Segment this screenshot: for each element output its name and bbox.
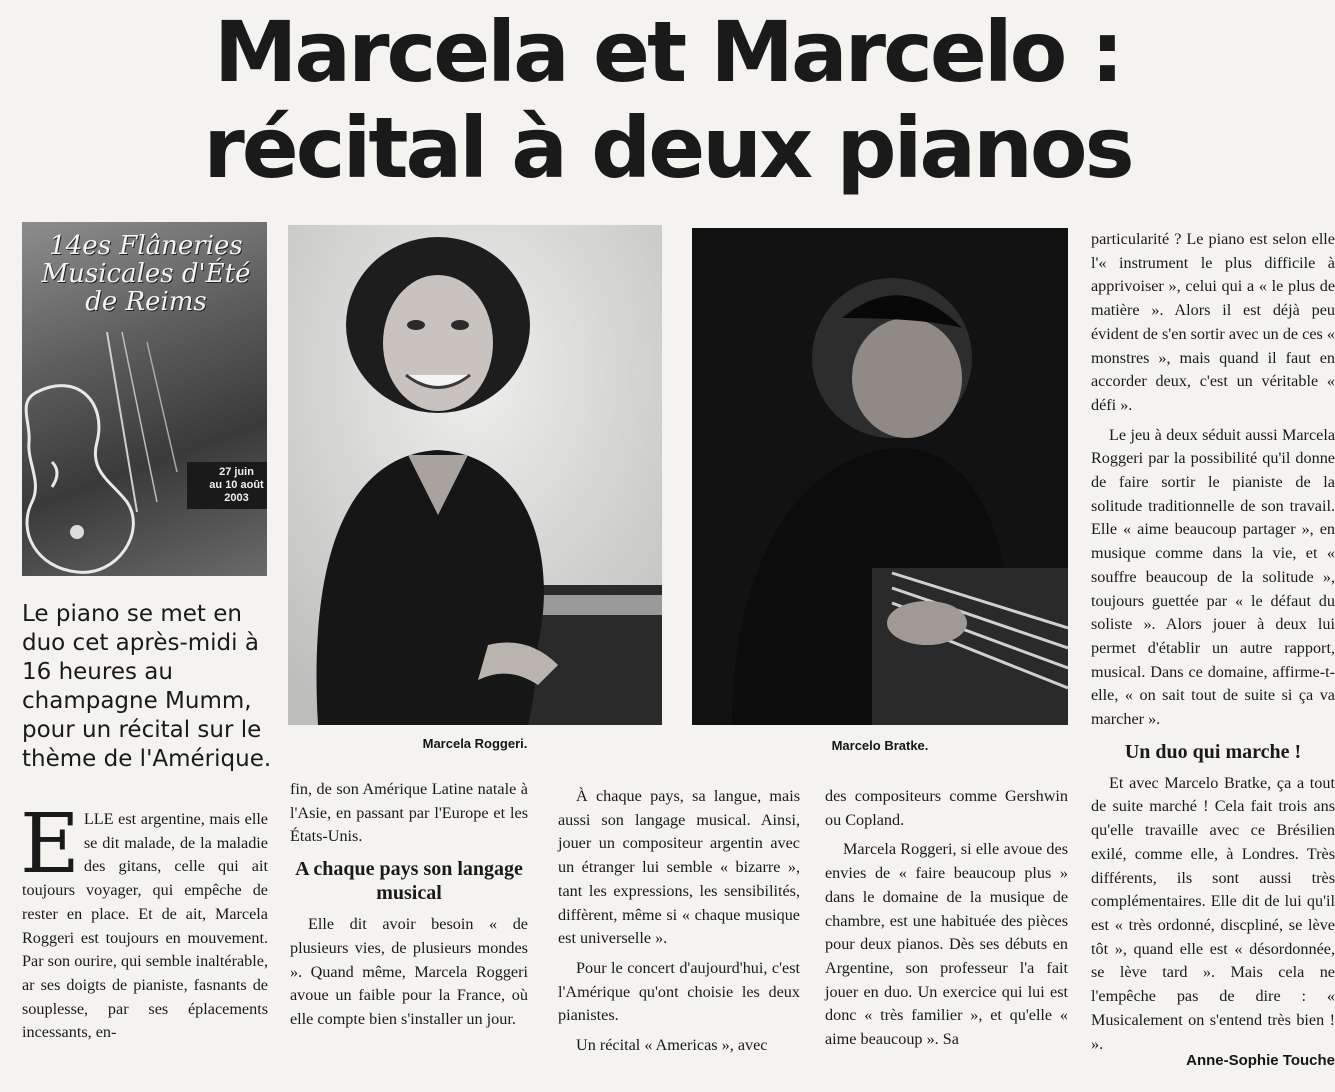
pianist-portrait-image [692,228,1068,725]
paragraph: Elle dit avoir besoin « de plusieurs vies, de plusieurs mondes ». Quand même, Marcela Roggeri avoue un faible pour la France, où elle compte bien s'installer un jour. [290,915,528,1028]
poster-dates [187,462,267,509]
paragraph: LLE est argentine, mais elle se dit malade, de la maladie des gitans, celle qui ait toujours voyager, qui empêche de rester en place. Et de ait, Marcela Roggeri est toujours en mouvement. Par son ourire, qui semble inaltérable, ar ses doigts de pianiste, fasnants de souplesse, par ses éplacements incessants, en- [22,810,268,1042]
article-lead: Le piano se met en duo cet après-midi à 16 heures au champagne Mumm, pour un récital sur le thème de l'Amérique. [22,601,272,772]
festival-poster [22,222,267,576]
photo-marcelo-bratke [692,228,1068,725]
headline-line-1: Marcela et Marcelo : [213,3,1122,101]
paragraph: Le jeu à deux séduit aussi Marcela Roggeri par la possibilité qu'il donne de faire sortir le pianiste de la solitude traditionnelle de son travail. Elle « aime beaucoup partager », en musique comme dans la vie, et « souffre beaucoup de la solitude », toujours guettée par « le défaut du soliste ». Alors jouer à deux lui permet d'établir un autre rapport, musical. Dans ce domaine, affirme-t-elle, « on sait tout de suite si ça va marcher ». [1091,425,1335,729]
article-column-1 [20,797,268,1045]
paragraph: fin, de son Amérique Latine natale à l'Asie, en passant par l'Europe et les États-Unis. [290,780,528,846]
paragraph: particularité ? Le piano est selon elle l'« instrument le plus difficile à apprivoiser », celui qui a « le plus de matière ». Alors il est déjà peu évident de s'en sortir avec un de ces « monstres », mais quand il faut en accorder deux, c'est un véritable « défi ». [1091,230,1335,414]
violin-illustration [22,332,217,576]
article-column-4 [825,785,1068,1052]
paragraph: Marcela Roggeri, si elle avoue des envies de « faire beaucoup plus » dans le domaine de la musique de chambre, est une habituée des pièces pour deux pianos. Dès ses débuts en Argentine, son professeur l'a fait jouer en duo. Un exercice qui lui est donc « très familier », et qu'elle « aime beaucoup ». Sa [825,840,1068,1049]
caption-photo-2: Marcelo Bratke. [831,738,929,753]
headline-line-2: récital à deux pianos [203,99,1132,197]
paragraph: À chaque pays, sa langue, mais aussi son langage musical. Ainsi, jouer un compositeur argentin avec un étranger lui semble « bizarre », tant les expressions, les sensibilités, diffèrent, même si « chaque musique est universelle ». [558,787,800,948]
article-column-5 [1091,228,1335,1056]
subheading-langage-musical: A chaque pays son langage musical [295,858,523,905]
paragraph: Un récital « Americas », avec [576,1036,768,1055]
poster-title: 14es Flâneries Musicales d'Été de Reims [41,231,251,317]
paragraph: des compositeurs comme Gershwin ou Copland. [825,787,1068,829]
photo-marcela-roggeri [288,225,662,725]
drop-cap: E [20,797,80,892]
paragraph: Et avec Marcelo Bratke, ça a tout de suite marché ! Cela fait trois ans qu'elle travaille avec ce Brésilien exilé, comme elle, à Londres. Très différents, ils sont aussi très complémentaires. Elle dit de lui qu'il est « très ordonné, discpliné, se lève tôt », quand elle est « désordonnée, se lève tard ». Mais cela ne l'empêche pas de dire : « Musicalement on s'entend très bien ! ». [1091,773,1335,1053]
article-column-2 [290,778,528,1032]
poster-date-end: au 10 août [209,479,264,491]
poster-year: 2003 [224,492,249,504]
article-column-3 [558,785,800,1058]
poster-date-start: 27 juin [219,466,254,478]
woman-portrait-image [288,225,662,725]
caption-photo-1: Marcela Roggeri. [422,736,528,751]
paragraph: Pour le concert d'aujourd'hui, c'est l'Amérique qu'ont choisie les deux pianistes. [558,958,800,1025]
subheading-duo: Un duo qui marche ! [1124,740,1302,763]
author-byline: Anne-Sophie Touche [1186,1052,1335,1069]
